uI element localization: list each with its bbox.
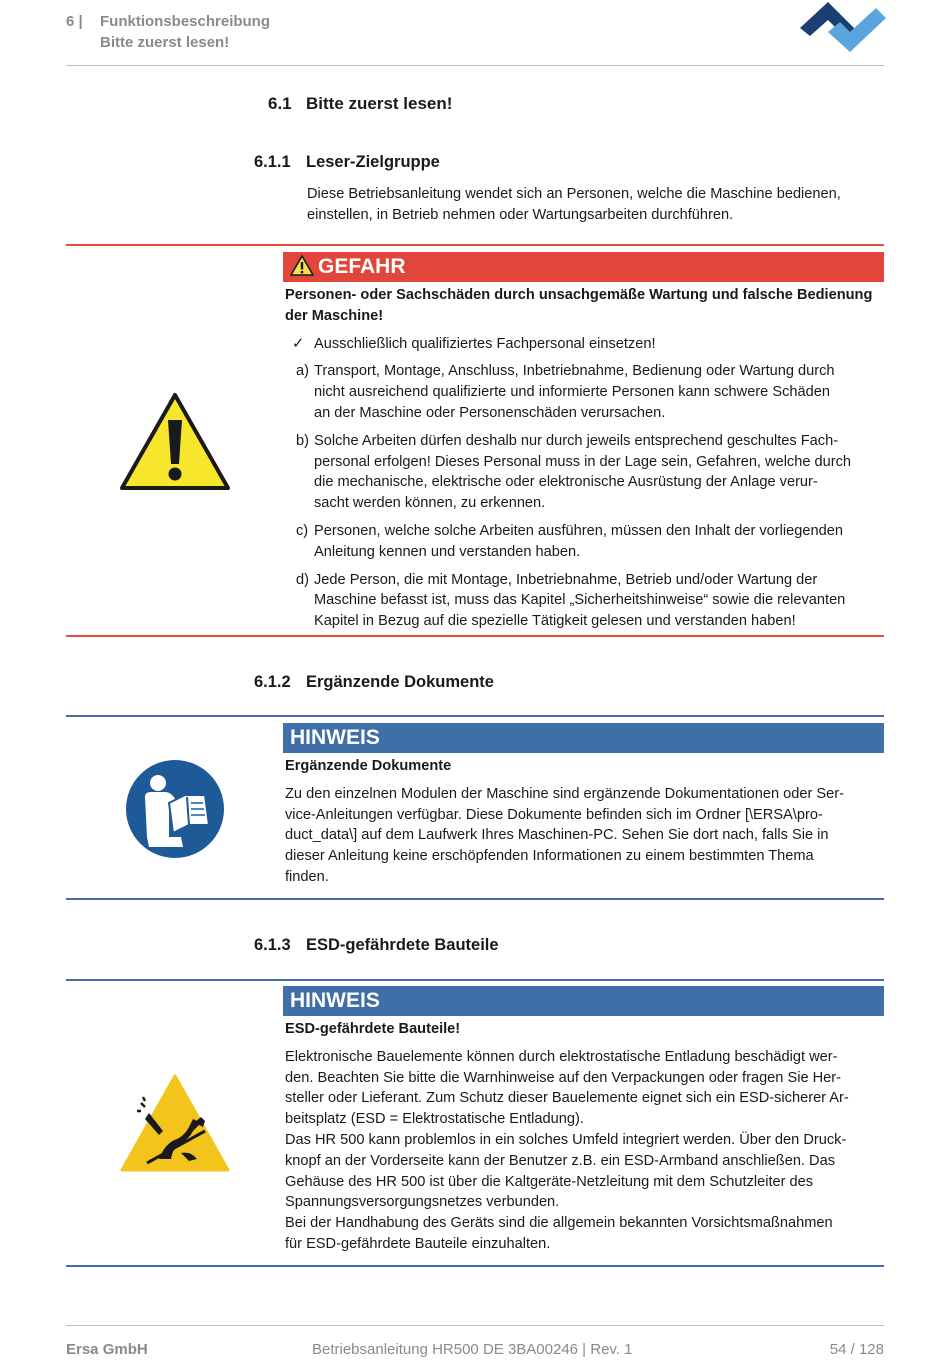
notice-banner — [283, 723, 884, 753]
check-list-item: ✓ Ausschließlich qualifiziertes Fachpersonal einsetzen! — [285, 334, 885, 355]
section-number: 6.1.3 — [254, 936, 291, 954]
section-number: 6.1 — [268, 94, 292, 113]
notice-body: Zu den einzelnen Modulen der Maschine sind ergänzende Dokumentationen oder Ser- vice-Anleitungen verfügbar. Diese Dokumente befinden sich im Ordner [\ERSA\pro- duct_data\] auf dem Laufwerk Ihres Maschinen-PC. Sehen Sie dort nach, falls Sie in dieser Anleitung keine erschöpfenden Informationen zu einem bestimmten Thema finden. — [285, 785, 844, 885]
list-item-a: a) Transport, Montage, Anschluss, Inbetriebnahme, Bedienung oder Wartung durch nicht ausreichend qualifizierte und informierte Personen kann schwere Schäden an der Maschine oder Personenschäden verursachen. — [296, 363, 835, 421]
section-title: Leser-Zielgruppe — [306, 153, 440, 171]
danger-top-rule — [66, 244, 884, 246]
header-divider — [66, 65, 884, 66]
text-line: einstellen, in Betrieb nehmen oder Wartungsarbeiten durchführen. — [307, 206, 734, 223]
reader-target-text — [307, 184, 887, 226]
footer-document: Betriebsanleitung HR500 DE 3BA00246 | Rev. 1 — [312, 1341, 633, 1358]
notice-headline: Ergänzende Dokumente — [285, 758, 452, 774]
section-title: Bitte zuerst lesen! — [306, 94, 453, 113]
general-warning-icon — [119, 392, 231, 491]
section-heading-6-1 — [268, 94, 452, 114]
danger-content — [285, 285, 885, 632]
read-manual-icon — [125, 759, 225, 859]
notice-headline: ESD-gefährdete Bauteile! — [285, 1021, 461, 1037]
danger-headline: Personen- oder Sachschäden durch unsachgemäße Wartung und falsche Bedienung der Maschine! — [285, 287, 873, 324]
footer-page: 54 / 128 — [829, 1341, 884, 1358]
section-heading-6-1-2 — [254, 673, 494, 692]
warning-triangle-icon — [290, 255, 314, 276]
text-line: Diese Betriebsanleitung wendet sich an Personen, welche die Maschine bedienen, — [307, 186, 841, 202]
notice-docs-content — [285, 756, 885, 888]
header-chapter: Funktionsbeschreibung — [100, 13, 271, 30]
header-page-number: 6 | — [66, 13, 83, 30]
section-title: Ergänzende Dokumente — [306, 673, 494, 691]
notice-label: HINWEIS — [290, 726, 380, 749]
notice-body: Elektronische Bauelemente können durch elektrostatische Entladung beschädigt wer- den. Beachten Sie bitte die Warnhinweise auf den Verpackungen oder fragen Sie Her- steller oder Lieferant. Zum Schutz dieser Bauelemente eignet sich ein ESD-sicherer Ar- beitsplatz (ESD = Elektrostatische Entladung). Das HR 500 kann problemlos in ein solches Umfeld integriert werden. Über den Druck- knopf an der Vorderseite kann der Benutzer z.B. ein ESD-Armband anschließen. Das Gehäuse des HR 500 ist über die Kaltgeräte-Netzleitung mit dem Schutzleiter des Spannungsversorgungsnetzes verbunden. Bei der Handhabung des Geräts sind die allgemein bekannten Vorsichtsmaßnahmen für ESD-gefährdete Bauteile einzuhalten. — [285, 1048, 849, 1252]
danger-label: GEFAHR — [318, 255, 406, 278]
list-item-d: d) Jede Person, die mit Montage, Inbetriebnahme, Betrieb und/oder Wartung der Maschine befasst ist, muss das Kapitel „Sicherheitshinweise“ sowie die relevanten Kapitel in Bezug auf die spezielle Tätigkeit gelesen und verstanden haben! — [296, 571, 846, 630]
danger-bottom-rule — [66, 635, 884, 637]
section-number: 6.1.1 — [254, 153, 291, 171]
list-item-b: b) Solche Arbeiten dürfen deshalb nur durch jeweils entsprechend geschultes Fach- personal erfolgen! Dieses Personal muss in der Lage sein, Gefahren, welche durch die mechanische, elektrische oder elektronische Ausrüstung der Anlage verur- sacht werden können, zu erkennen. — [296, 432, 852, 512]
notice-banner — [283, 986, 884, 1016]
section-heading-6-1-1 — [254, 153, 440, 172]
ersa-logo-icon — [798, 0, 888, 58]
notice-top-rule — [66, 715, 884, 717]
section-number: 6.1.2 — [254, 673, 291, 691]
notice-bottom-rule — [66, 898, 884, 900]
notice-label: HINWEIS — [290, 989, 380, 1012]
check-mark-icon: ✓ — [292, 335, 305, 352]
notice-esd-content — [285, 1019, 885, 1255]
notice-top-rule — [66, 979, 884, 981]
danger-banner — [283, 252, 884, 282]
notice-bottom-rule — [66, 1265, 884, 1267]
list-item-c: c) Personen, welche solche Arbeiten ausführen, müssen den Inhalt der vorliegenden Anleitung kennen und verstanden haben. — [296, 522, 843, 560]
footer-divider — [66, 1325, 884, 1326]
header-section: Bitte zuerst lesen! — [100, 34, 230, 51]
footer-company: Ersa GmbH — [66, 1341, 148, 1358]
section-heading-6-1-3 — [254, 936, 499, 955]
running-header — [66, 11, 270, 53]
esd-warning-icon — [119, 1073, 231, 1173]
section-title: ESD-gefährdete Bauteile — [306, 936, 499, 954]
